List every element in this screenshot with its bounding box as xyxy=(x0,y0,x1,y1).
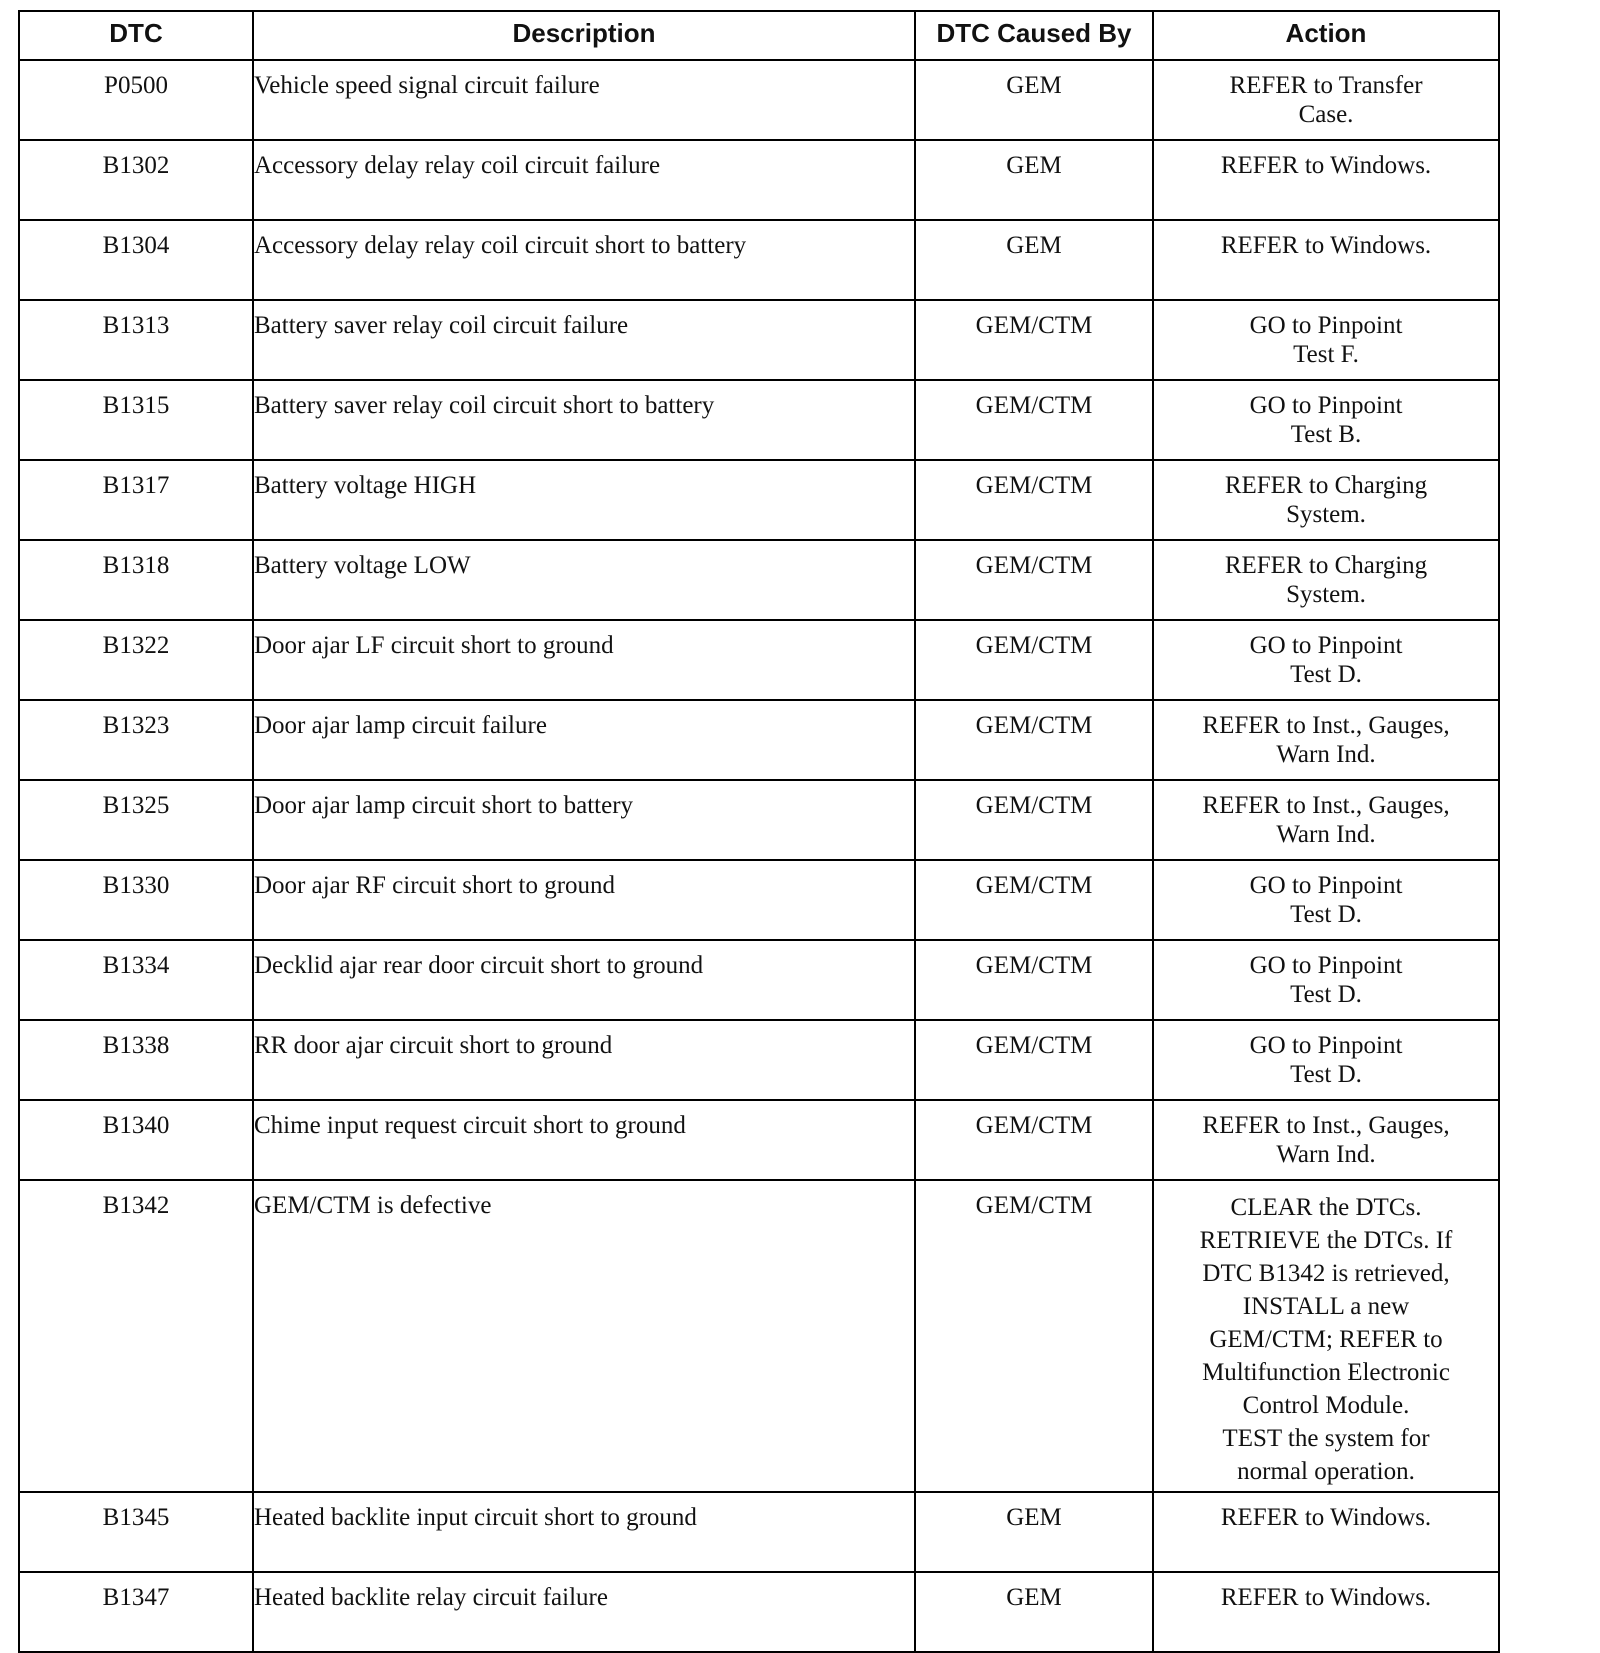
table-row xyxy=(19,220,1499,300)
dtc-action xyxy=(1153,1572,1499,1652)
table-row xyxy=(19,1020,1499,1100)
dtc-action xyxy=(1153,1020,1499,1100)
dtc-description: Door ajar lamp circuit failure xyxy=(253,700,915,780)
dtc-description: Heated backlite input circuit short to ground xyxy=(253,1492,915,1572)
action-line: GO to Pinpoint xyxy=(1249,312,1403,339)
table-row xyxy=(19,60,1499,140)
action-line: REFER to Windows. xyxy=(1220,152,1432,179)
table-row xyxy=(19,1572,1499,1652)
dtc-description: Battery saver relay coil circuit failure xyxy=(253,300,915,380)
dtc-caused-by: GEM/CTM xyxy=(915,860,1153,940)
dtc-action xyxy=(1153,780,1499,860)
dtc-action xyxy=(1153,300,1499,380)
dtc-code: B1342 xyxy=(19,1180,253,1492)
dtc-table xyxy=(18,10,1500,1653)
dtc-code: B1340 xyxy=(19,1100,253,1180)
table-row xyxy=(19,940,1499,1020)
action-line: Test F. xyxy=(1293,341,1359,368)
action-line: Test D. xyxy=(1290,1061,1362,1088)
dtc-code: B1323 xyxy=(19,700,253,780)
dtc-description: Decklid ajar rear door circuit short to ground xyxy=(253,940,915,1020)
table-row xyxy=(19,1180,1499,1492)
table-row xyxy=(19,1100,1499,1180)
header-caused-by: DTC Caused By xyxy=(915,11,1153,60)
dtc-action xyxy=(1153,220,1499,300)
header-description: Description xyxy=(253,11,915,60)
dtc-description: Chime input request circuit short to ground xyxy=(253,1100,915,1180)
action-line: REFER to Windows. xyxy=(1220,1504,1432,1531)
dtc-description: Battery voltage LOW xyxy=(253,540,915,620)
dtc-caused-by: GEM/CTM xyxy=(915,1100,1153,1180)
action-line: GO to Pinpoint xyxy=(1249,1032,1403,1059)
dtc-description: GEM/CTM is defective xyxy=(253,1180,915,1492)
dtc-caused-by: GEM xyxy=(915,220,1153,300)
dtc-action xyxy=(1153,380,1499,460)
dtc-description: Accessory delay relay coil circuit short to battery xyxy=(253,220,915,300)
action-line: REFER to Inst., Gauges, xyxy=(1202,1112,1450,1139)
dtc-code: P0500 xyxy=(19,60,253,140)
dtc-action xyxy=(1153,460,1499,540)
action-line: System. xyxy=(1286,581,1366,608)
dtc-code: B1347 xyxy=(19,1572,253,1652)
action-line: REFER to Charging xyxy=(1224,472,1428,499)
action-line: DTC B1342 is retrieved, xyxy=(1202,1260,1450,1287)
table-row xyxy=(19,380,1499,460)
dtc-action xyxy=(1153,940,1499,1020)
table-row xyxy=(19,780,1499,860)
dtc-caused-by: GEM/CTM xyxy=(915,540,1153,620)
dtc-code: B1345 xyxy=(19,1492,253,1572)
action-line: Warn Ind. xyxy=(1276,1141,1376,1168)
action-line: Test D. xyxy=(1290,661,1362,688)
dtc-description: Vehicle speed signal circuit failure xyxy=(253,60,915,140)
action-line: REFER to Windows. xyxy=(1220,232,1432,259)
dtc-caused-by: GEM/CTM xyxy=(915,700,1153,780)
dtc-description: Accessory delay relay coil circuit failure xyxy=(253,140,915,220)
dtc-code: B1318 xyxy=(19,540,253,620)
dtc-code: B1338 xyxy=(19,1020,253,1100)
action-line: GO to Pinpoint xyxy=(1249,392,1403,419)
action-line: GO to Pinpoint xyxy=(1249,952,1403,979)
dtc-action xyxy=(1153,140,1499,220)
dtc-action xyxy=(1153,620,1499,700)
dtc-caused-by: GEM/CTM xyxy=(915,300,1153,380)
table-row xyxy=(19,860,1499,940)
table-row xyxy=(19,300,1499,380)
table-row xyxy=(19,1492,1499,1572)
action-line: Warn Ind. xyxy=(1276,821,1376,848)
table-row xyxy=(19,700,1499,780)
dtc-caused-by: GEM/CTM xyxy=(915,940,1153,1020)
action-line: GO to Pinpoint xyxy=(1249,872,1403,899)
header-row xyxy=(19,11,1499,60)
dtc-description: Heated backlite relay circuit failure xyxy=(253,1572,915,1652)
dtc-code: B1322 xyxy=(19,620,253,700)
dtc-description: Door ajar RF circuit short to ground xyxy=(253,860,915,940)
dtc-caused-by: GEM/CTM xyxy=(915,1180,1153,1492)
action-line: CLEAR the DTCs. xyxy=(1230,1194,1422,1221)
action-line: Control Module. xyxy=(1242,1392,1410,1419)
dtc-caused-by: GEM/CTM xyxy=(915,1020,1153,1100)
action-line: REFER to Transfer xyxy=(1229,72,1423,99)
dtc-action xyxy=(1153,540,1499,620)
action-line: INSTALL a new xyxy=(1242,1293,1410,1320)
table-row xyxy=(19,140,1499,220)
action-line: TEST the system for xyxy=(1222,1425,1430,1452)
dtc-caused-by: GEM xyxy=(915,140,1153,220)
dtc-caused-by: GEM/CTM xyxy=(915,620,1153,700)
dtc-code: B1304 xyxy=(19,220,253,300)
dtc-description: Battery saver relay coil circuit short to battery xyxy=(253,380,915,460)
action-line: RETRIEVE the DTCs. If xyxy=(1199,1227,1453,1254)
dtc-code: B1334 xyxy=(19,940,253,1020)
dtc-action xyxy=(1153,1180,1499,1492)
dtc-code: B1317 xyxy=(19,460,253,540)
action-line: Case. xyxy=(1298,101,1354,128)
dtc-description: RR door ajar circuit short to ground xyxy=(253,1020,915,1100)
dtc-action xyxy=(1153,860,1499,940)
header-dtc: DTC xyxy=(19,11,253,60)
dtc-caused-by: GEM xyxy=(915,1492,1153,1572)
action-line: Warn Ind. xyxy=(1276,741,1376,768)
action-line: normal operation. xyxy=(1237,1458,1415,1485)
dtc-description: Battery voltage HIGH xyxy=(253,460,915,540)
action-line: Test D. xyxy=(1290,981,1362,1008)
dtc-caused-by: GEM xyxy=(915,1572,1153,1652)
dtc-action xyxy=(1153,60,1499,140)
action-line: REFER to Inst., Gauges, xyxy=(1202,792,1450,819)
header-action: Action xyxy=(1153,11,1499,60)
dtc-description: Door ajar LF circuit short to ground xyxy=(253,620,915,700)
dtc-description: Door ajar lamp circuit short to battery xyxy=(253,780,915,860)
action-line: Test D. xyxy=(1290,901,1362,928)
table-row xyxy=(19,460,1499,540)
dtc-code: B1330 xyxy=(19,860,253,940)
action-line: Multifunction Electronic xyxy=(1202,1359,1450,1386)
action-line: REFER to Windows. xyxy=(1220,1584,1432,1611)
dtc-caused-by: GEM/CTM xyxy=(915,460,1153,540)
dtc-code: B1313 xyxy=(19,300,253,380)
table-body xyxy=(19,60,1499,1652)
action-line: System. xyxy=(1286,501,1366,528)
action-line: Test B. xyxy=(1290,421,1362,448)
table-row xyxy=(19,540,1499,620)
dtc-caused-by: GEM xyxy=(915,60,1153,140)
action-line: GO to Pinpoint xyxy=(1249,632,1403,659)
dtc-action xyxy=(1153,700,1499,780)
action-line: REFER to Inst., Gauges, xyxy=(1202,712,1450,739)
dtc-caused-by: GEM/CTM xyxy=(915,780,1153,860)
action-line: GEM/CTM; REFER to xyxy=(1209,1326,1443,1353)
dtc-code: B1302 xyxy=(19,140,253,220)
table-row xyxy=(19,620,1499,700)
dtc-action xyxy=(1153,1100,1499,1180)
dtc-code: B1315 xyxy=(19,380,253,460)
dtc-code: B1325 xyxy=(19,780,253,860)
dtc-action xyxy=(1153,1492,1499,1572)
dtc-caused-by: GEM/CTM xyxy=(915,380,1153,460)
action-line: REFER to Charging xyxy=(1224,552,1428,579)
